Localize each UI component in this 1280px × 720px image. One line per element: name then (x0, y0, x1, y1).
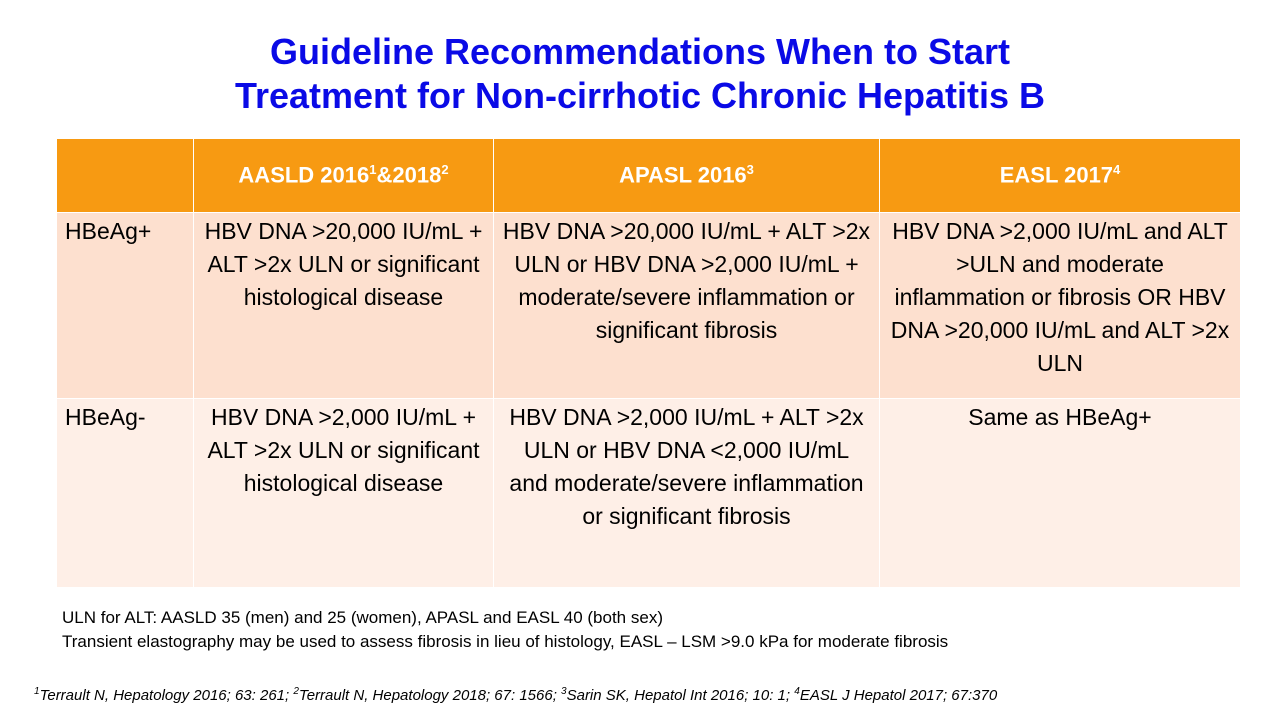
reference-2: Terrault N, Hepatology 2018; 67: 1566; (298, 687, 562, 704)
table-cell-easl: HBV DNA >2,000 IU/mL and ALT >ULN and moderate inflammation or fibrosis OR HBV DNA >20,000 IU/mL and ALT >2x ULN (880, 213, 1241, 399)
table-row-hbeag-positive (57, 213, 1241, 399)
guideline-table (56, 138, 1241, 588)
footnote-uln: ULN for ALT: AASLD 35 (men) and 25 (women), APASL and EASL 40 (both sex) (62, 608, 663, 627)
table-cell-apasl: HBV DNA >20,000 IU/mL + ALT >2x ULN or HBV DNA >2,000 IU/mL + moderate/severe inflammation or significant fibrosis (494, 213, 880, 399)
slide-title (0, 30, 1280, 118)
header-aasld: AASLD 2016$^1$&2018$^2$ (194, 139, 494, 213)
slide-title-line-2: Treatment for Non-cirrhotic Chronic Hepatitis B (234, 75, 1046, 116)
row-label: HBeAg- (57, 399, 194, 588)
table-cell-apasl: HBV DNA >2,000 IU/mL + ALT >2x ULN or HBV DNA <2,000 IU/mL and moderate/severe inflammation or significant fibrosis (494, 399, 880, 588)
reference-3: Sarin SK, Hepatol Int 2016; 10: 1; (566, 687, 795, 704)
table-cell-aasld: HBV DNA >20,000 IU/mL + ALT >2x ULN or significant histological disease (194, 213, 494, 399)
header-empty-cell (57, 139, 194, 213)
row-label: HBeAg+ (57, 213, 194, 399)
footnote-elastography: Transient elastography may be used to assess fibrosis in lieu of histology, EASL – LSM >9.0 kPa for moderate fibrosis (62, 632, 949, 651)
reference-4: EASL J Hepatol 2017; 67:370 (799, 687, 998, 704)
reference-1: Terrault N, Hepatology 2016; 63: 261; (39, 687, 294, 704)
header-apasl: APASL 2016$^3$ (494, 139, 880, 213)
header-easl: EASL 2017$^4$ (880, 139, 1241, 213)
footnotes (62, 606, 948, 654)
references: $^1$Terrault N, Hepatology 2016; 63: 261; $^2$Terrault N, Hepatology 2018; 67: 1566; $^3$Sarin SK, Hepatol Int 2016; 10: 1; $^4$EASL J Hepatol 2017; 67:370 (34, 686, 998, 704)
table-cell-aasld: HBV DNA >2,000 IU/mL + ALT >2x ULN or significant histological disease (194, 399, 494, 588)
slide-title-line-1: Guideline Recommendations When to Start (269, 31, 1011, 72)
table-row-hbeag-negative (57, 399, 1241, 588)
table-cell-easl: Same as HBeAg+ (880, 399, 1241, 588)
table-header-row (57, 139, 1241, 213)
